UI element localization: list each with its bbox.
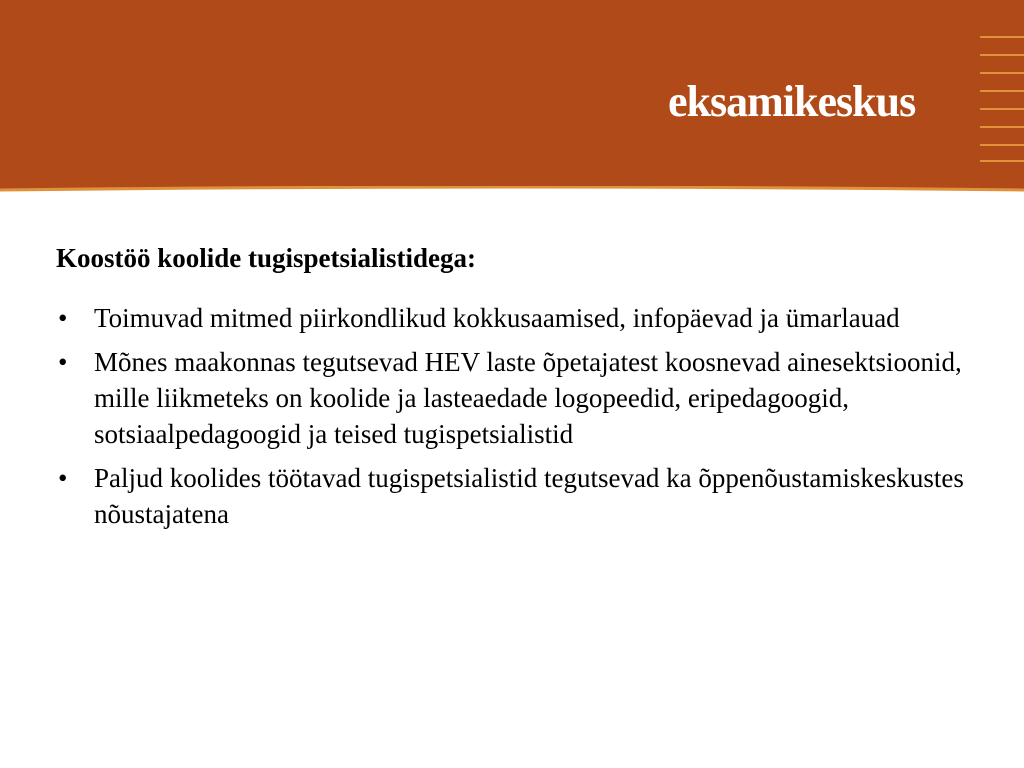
- header-accent-stripe: [0, 186, 1024, 202]
- bullet-list: [56, 300, 976, 540]
- bullet-text: Toimuvad mitmed piirkondlikud kokkusaamised, infopäevad ja ümarlauad: [94, 303, 900, 333]
- logo-wordmark: [668, 78, 968, 126]
- logo-stripes: [980, 36, 1024, 162]
- bullet-item: [56, 344, 976, 452]
- bullet-item: [56, 460, 976, 532]
- bullet-text: Paljud koolides töötavad tugispetsialistid tegutsevad ka õppenõustamiskeskustes nõustajatena: [94, 463, 964, 529]
- slide-heading: Koostöö koolide tugispetsialistidega:: [56, 243, 477, 273]
- bullet-text: Mõnes maakonnas tegutsevad HEV laste õpetajatest koosnevad ainesektsioonid, mille liikmeteks on koolide ja lasteaedade logopeedid, eripedagoogid, sotsiaalpedagoogid ja teised tugispetsialistid: [94, 347, 962, 449]
- eksamikeskus-logo: [668, 78, 968, 126]
- bullet-marker: •: [58, 463, 68, 493]
- bullet-marker: •: [58, 347, 68, 377]
- bullet-marker: •: [58, 303, 68, 333]
- bullet-item: [56, 300, 976, 336]
- logo-text: eksamikeskus: [668, 78, 916, 126]
